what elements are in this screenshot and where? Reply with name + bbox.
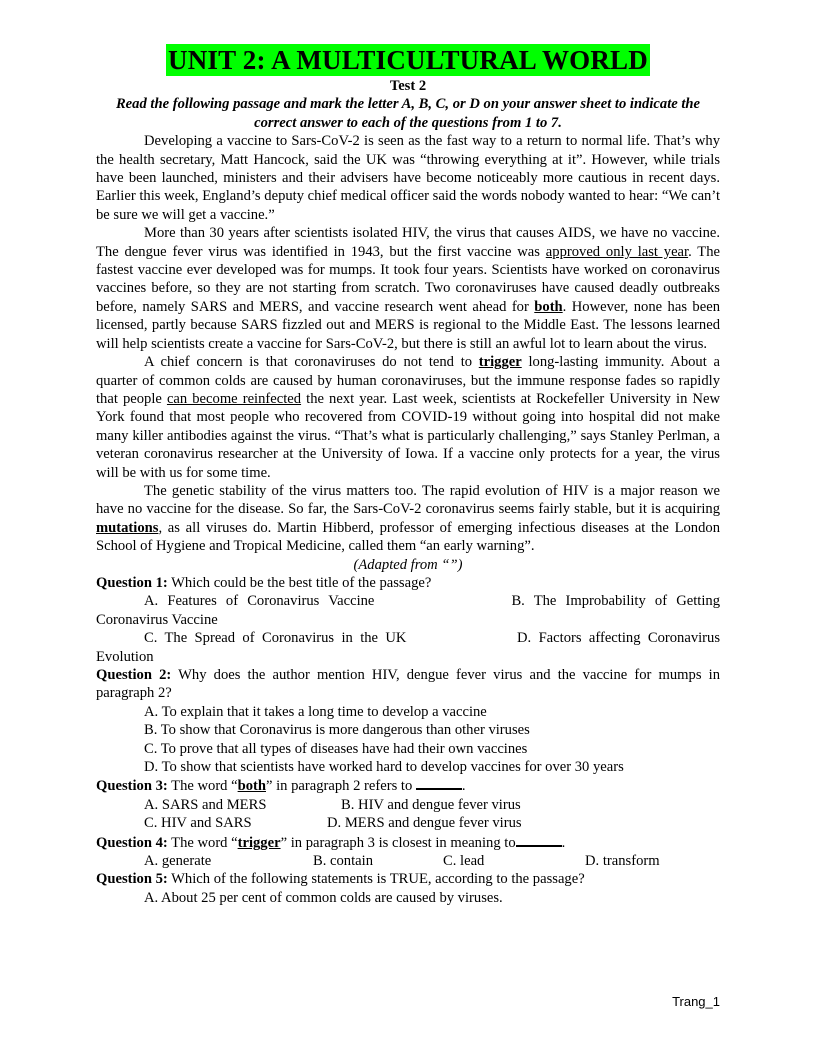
p2-text-a: More than 30 years after scientists isolated HIV, the virus that causes AIDS, we have no vaccine. The dengue fever virus was identified in 1943, but the first vaccine was [96,225,720,260]
test-number: Test 2 [389,78,427,94]
option-a[interactable]: A. generate [144,853,212,870]
question-text-a: The word “ [167,778,238,795]
p3-text-b: long-lasting immunity. About a quarter of common colds are caused by human coronaviruses, but the immune response fades so rapidly that people [96,354,720,407]
q5-option-a[interactable]: A. About 25 per cent of common colds are caused by viruses. [144,889,503,906]
unit-title: UNIT 2: A MULTICULTURAL WORLD [168,45,648,75]
q2-option-a[interactable]: A. To explain that it takes a long time to develop a vaccine [144,703,487,720]
q2-option-b[interactable]: B. To show that Coronavirus is more dangerous than other viruses [144,722,530,739]
passage-paragraph-4 [96,482,720,556]
question-text: Which of the following statements is TRUE, according to the passage? [167,871,585,888]
underlined-phrase-reinfected: can become reinfected [166,390,302,407]
q1-option-b-continued: Coronavirus Vaccine [96,611,218,628]
question-4 [96,833,720,852]
question-label: Question 4: [96,834,168,851]
q2-option-c[interactable]: C. To prove that all types of diseases have had their own vaccines [144,740,528,757]
option-d[interactable]: D. transform [585,853,660,870]
option-c[interactable]: C. HIV and SARS [144,815,252,832]
question-text: Why does the author mention HIV, dengue fever virus and the vaccine for mumps in paragraph 2? [96,667,720,702]
question-label: Question 5: [96,871,168,888]
option-b[interactable]: B. The Improbability of Getting [511,593,720,610]
question-keyword: both [237,778,266,795]
question-text-b: ” in paragraph 2 refers to [266,778,416,795]
option-b[interactable]: B. contain [313,853,373,870]
question-text: Which could be the best title of the passage? [167,574,432,591]
passage-paragraph-1: Developing a vaccine to Sars-CoV-2 is seen as the fast way to a return to normal life. That’s why the health secretary, Matt Hancock, said the UK was “throwing everything at it”. However, while trials have been launched, ministers and their advisers have become noticeably more cautious in recent days. Earlier this week, England’s deputy chief medical officer said the words nobody wanted to hear: “We can’t be sure we will get a vaccine.” [96,133,720,223]
q1-options-row-2 [96,629,720,647]
question-keyword: trigger [237,834,281,851]
underlined-word-mutations: mutations [96,519,159,536]
answer-blank [416,776,462,790]
p4-text-a: The genetic stability of the virus matters too. The rapid evolution of HIV is a major reason we have no vaccine for the disease. So far, the Sars-CoV-2 coronavirus seems fairly stable, but it is acquiring [96,482,720,518]
q1-option-d-continued: Evolution [96,648,154,665]
passage-paragraph-2 [96,224,720,353]
p3-text-c: the next year. Last week, scientists at Rockefeller University in New York found that most people who recovered from COVID-19 without going into hospital did not make many killer antibodies against the virus. “That’s what is particularly challenging,” says Stanley Perlman, a veteran coronavirus researcher at the University of Iowa. If a vaccine only protects for a year, the virus will be with us for some time. [96,390,720,481]
question-text-c: . [461,778,466,795]
q2-option-d[interactable]: D. To show that scientists have worked hard to develop vaccines for over 30 years [144,759,624,776]
question-1 [96,574,720,592]
question-label: Question 2: [96,667,172,683]
question-5 [96,870,720,888]
answer-blank [516,833,562,847]
q1-options-row-1 [96,592,720,610]
question-label: Question 3: [96,778,168,795]
option-a[interactable]: A. SARS and MERS [144,796,267,813]
underlined-word-both: both [534,298,563,315]
p2-text-b: . The fastest vaccine ever developed was for mumps. It took four years. Scientists have worked on coronavirus vaccines before, so they are not starting from scratch. Two coronaviruses have caused deadly outbreaks before, namely SARS and MERS, and vaccine research went ahead for [96,243,720,315]
question-text-b: ” in paragraph 3 is closest in meaning to [280,834,516,851]
instructions: Read the following passage and mark the letter A, B, C, or D on your answer sheet to indicate the correct answer to each of the questions from 1 to 7. [115,96,701,131]
p2-text-c: . However, none has been licensed, partly because SARS fizzled out and MERS is regional to the Middle East. The lessons learned will help scientists create a vaccine for Sars-CoV-2, but there is still an awful lot to learn about the virus. [96,298,720,352]
passage-paragraph-3 [96,353,720,482]
question-3 [96,776,720,795]
q3-options-row-2 [96,814,720,832]
option-d[interactable]: D. Factors affecting Coronavirus [517,630,721,647]
question-2 [96,666,720,703]
p3-text-a: A chief concern is that coronaviruses do not tend to [144,354,479,371]
title-block [96,44,720,76]
q3-options-row-1 [96,796,720,814]
p4-text-b: , as all viruses do. Martin Hibberd, professor of emerging infectious diseases at the London School of Hygiene and Tropical Medicine, called them “an early warning”. [96,519,720,555]
question-label: Question 1: [96,574,168,591]
passage-source: (Adapted from “”) [353,556,463,573]
option-c[interactable]: C. lead [443,853,485,870]
option-b[interactable]: B. HIV and dengue fever virus [341,796,521,813]
underlined-phrase-approved: approved only last year [545,243,689,260]
question-text-a: The word “ [167,834,238,851]
option-d[interactable]: D. MERS and dengue fever virus [327,815,522,832]
underlined-word-trigger: trigger [478,354,522,371]
page-number: Trang_1 [672,994,720,1009]
option-a[interactable]: A. Features of Coronavirus Vaccine [144,593,375,610]
option-c[interactable]: C. The Spread of Coronavirus in the UK [144,630,407,647]
document-page [96,44,720,907]
q4-options-row [96,852,720,870]
question-text-c: . [561,834,566,851]
